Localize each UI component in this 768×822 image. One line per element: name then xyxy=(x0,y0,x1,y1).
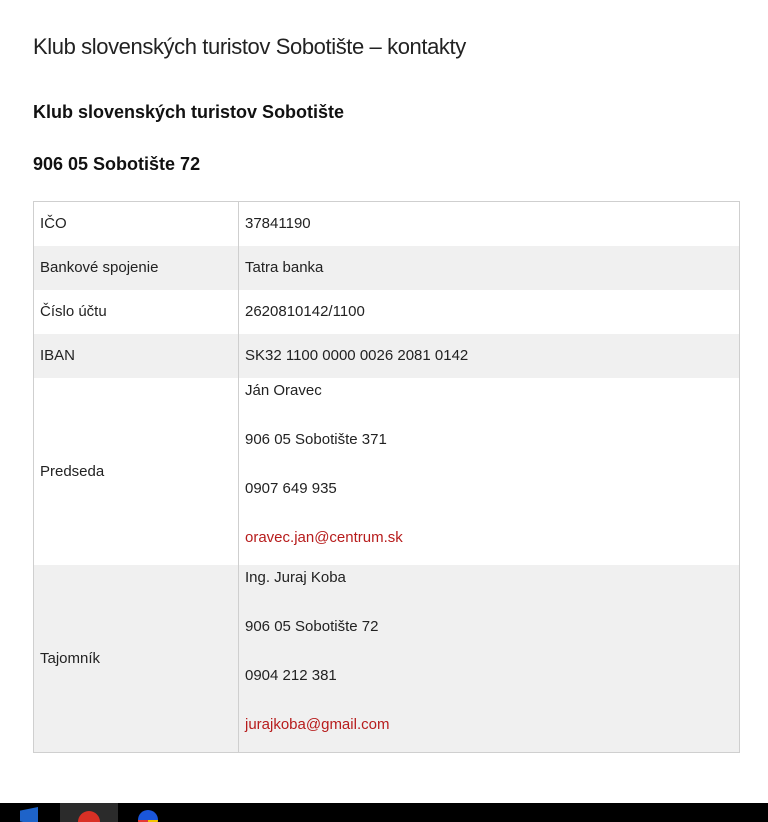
secretary-phone: 0904 212 381 xyxy=(245,666,337,684)
chairman-address: 906 05 Sobotište 371 xyxy=(245,430,387,448)
contacts-table xyxy=(33,201,740,753)
table-row-secretary xyxy=(34,565,740,753)
chairman-email-link[interactable]: oravec.jan@centrum.sk xyxy=(245,528,403,546)
taskbar xyxy=(0,803,768,822)
chairman-details xyxy=(239,378,740,565)
organization-address: 906 05 Sobotište 72 xyxy=(33,154,201,174)
table-row xyxy=(34,202,740,246)
page-title: Klub slovenských turistov Sobotište – kontakty xyxy=(33,34,466,59)
chairman-phone: 0907 649 935 xyxy=(245,479,337,497)
row-value: 2620810142/1100 xyxy=(245,303,365,320)
organization-name: Klub slovenských turistov Sobotište xyxy=(33,102,345,122)
secretary-details xyxy=(239,565,740,753)
secretary-address: 906 05 Sobotište 72 xyxy=(245,617,379,635)
color-app-icon[interactable] xyxy=(138,810,158,822)
row-label: Číslo účtu xyxy=(34,290,239,334)
row-label: IČO xyxy=(34,202,239,246)
row-value: Tatra banka xyxy=(239,246,740,290)
table-row xyxy=(34,290,740,334)
chairman-label: Predseda xyxy=(34,378,239,565)
row-label: IBAN xyxy=(34,334,239,378)
row-label: Bankové spojenie xyxy=(34,246,239,290)
table-row-chairman xyxy=(34,378,740,565)
secretary-label: Tajomník xyxy=(34,565,239,753)
chairman-name: Ján Oravec xyxy=(245,381,322,399)
secretary-name: Ing. Juraj Koba xyxy=(245,568,346,586)
windows-icon[interactable] xyxy=(20,807,38,822)
secretary-email-link[interactable]: jurajkoba@gmail.com xyxy=(245,715,390,733)
row-value: 37841190 xyxy=(245,215,311,233)
row-value: SK32 1100 0000 0026 2081 0142 xyxy=(239,334,740,378)
table-row xyxy=(34,246,740,290)
table-row xyxy=(34,334,740,378)
